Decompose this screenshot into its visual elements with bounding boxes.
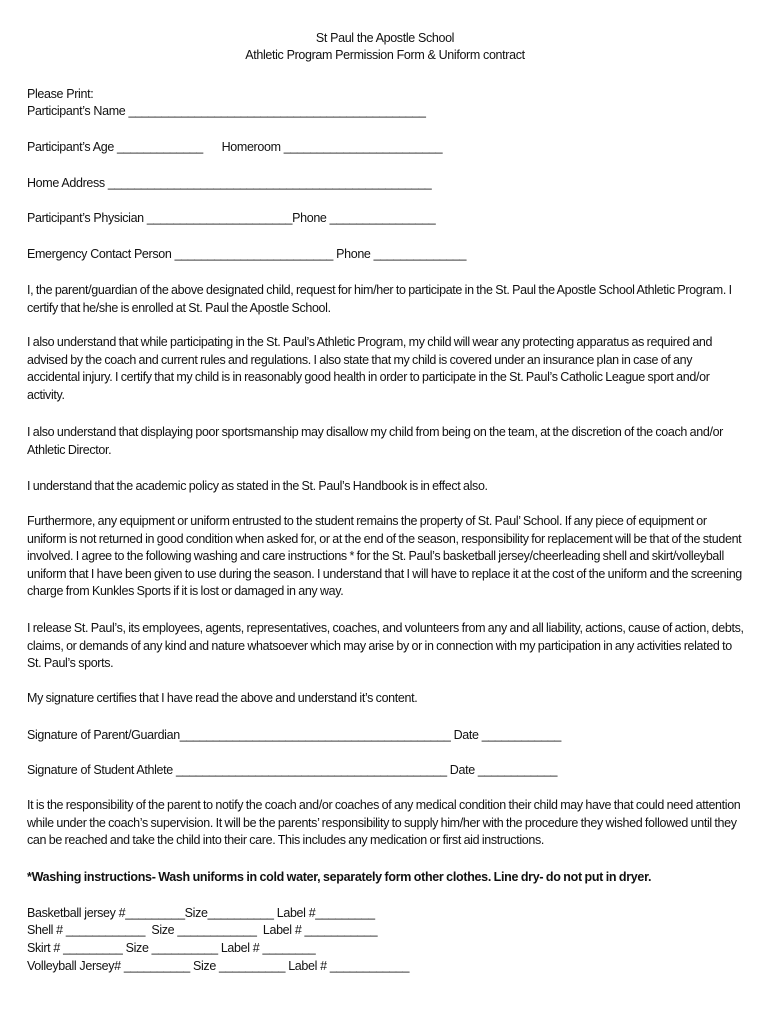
participant-age-homeroom-field[interactable]: Participant’s Age _____________ Homeroom ________________________ <box>27 140 443 154</box>
uniform-equipment-paragraph: Furthermore, any equipment or uniform entrusted to the student remains the property of St. Paul’ School. If any piece of equipment or uniform is not returned in good condition when asked for, or at the end of the season, responsibility for replacement will be that of the student involved. I agree to the following washing and care instructions * for the St. Paul’s basketball jersey/cheerleading shell and skirt/volleyball uniform that I have been given to use during the season. I understand that I will have to replace it at the cost of the uniform and the screening charge from Kunkles Sports if it is lost or damaged in any way. <box>27 514 742 598</box>
signature-certification-text: My signature certifies that I have read the above and understand it’s content. <box>27 691 418 705</box>
shell-field[interactable]: Shell # ____________ Size ____________ Label # ___________ <box>27 923 378 937</box>
skirt-field[interactable]: Skirt # _________ Size __________ Label # ________ <box>27 941 316 955</box>
consent-paragraph: I, the parent/guardian of the above designated child, request for him/her to participate in the St. Paul the Apostle School Athletic Program. I certify that he/she is enrolled at St. Paul the Apostle School. <box>27 283 732 315</box>
liability-release-paragraph: I release St. Paul’s, its employees, agents, representatives, coaches, and volunteers from any and all liability, actions, cause of action, debts, claims, or demands of any kind and nature whatsoever which may arise by or in connection with my participation in any activities related to St. Paul’s sports. <box>27 621 744 670</box>
form-header <box>0 30 770 64</box>
emergency-contact-field[interactable]: Emergency Contact Person ________________________ Phone ______________ <box>27 247 467 261</box>
basketball-jersey-field[interactable]: Basketball jersey #_________Size__________ Label #_________ <box>27 906 375 920</box>
physician-phone-field[interactable]: Participant’s Physician ______________________Phone ________________ <box>27 211 436 225</box>
sportsmanship-paragraph: I also understand that displaying poor sportsmanship may disallow my child from being on the team, at the discretion of the coach and/or Athletic Director. <box>27 425 723 457</box>
academic-policy-paragraph: I understand that the academic policy as stated in the St. Paul’s Handbook is in effect also. <box>27 479 488 493</box>
parent-signature-field[interactable]: Signature of Parent/Guardian_________________________________________ Date ____________ <box>27 728 561 742</box>
school-name: St Paul the Apostle School <box>315 31 455 45</box>
please-print-label: Please Print: <box>27 87 94 101</box>
washing-instructions: *Washing instructions- Wash uniforms in cold water, separately form other clothes. Line dry- do not put in dryer. <box>27 870 652 884</box>
home-address-field[interactable]: Home Address _________________________________________________ <box>27 176 432 190</box>
form-title: Athletic Program Permission Form & Uniform contract <box>245 48 525 62</box>
student-signature-field[interactable]: Signature of Student Athlete _________________________________________ Date ____________ <box>27 763 558 777</box>
protective-equipment-paragraph: I also understand that while participating in the St. Paul’s Athletic Program, my child will wear any protecting apparatus as required and advised by the coach and current rules and regulations. I also state that my child is covered under an insurance plan in case of any accidental injury. I certify that my child is in reasonably good health in order to participate in the St. Paul’s Catholic League sport and/or activity. <box>27 335 713 402</box>
participant-name-field[interactable]: Participant’s Name _____________________________________________ <box>27 104 426 118</box>
volleyball-jersey-field[interactable]: Volleyball Jersey# __________ Size __________ Label # ____________ <box>27 959 410 973</box>
medical-responsibility-paragraph: It is the responsibility of the parent to notify the coach and/or coaches of any medical condition their child may have that could need attention while under the coach’s supervision. It will be the parents’ responsibility to supply him/her with the procedure they wished followed until they can be reached and take the child into their care. This includes any medication or first aid instructions. <box>27 798 741 847</box>
